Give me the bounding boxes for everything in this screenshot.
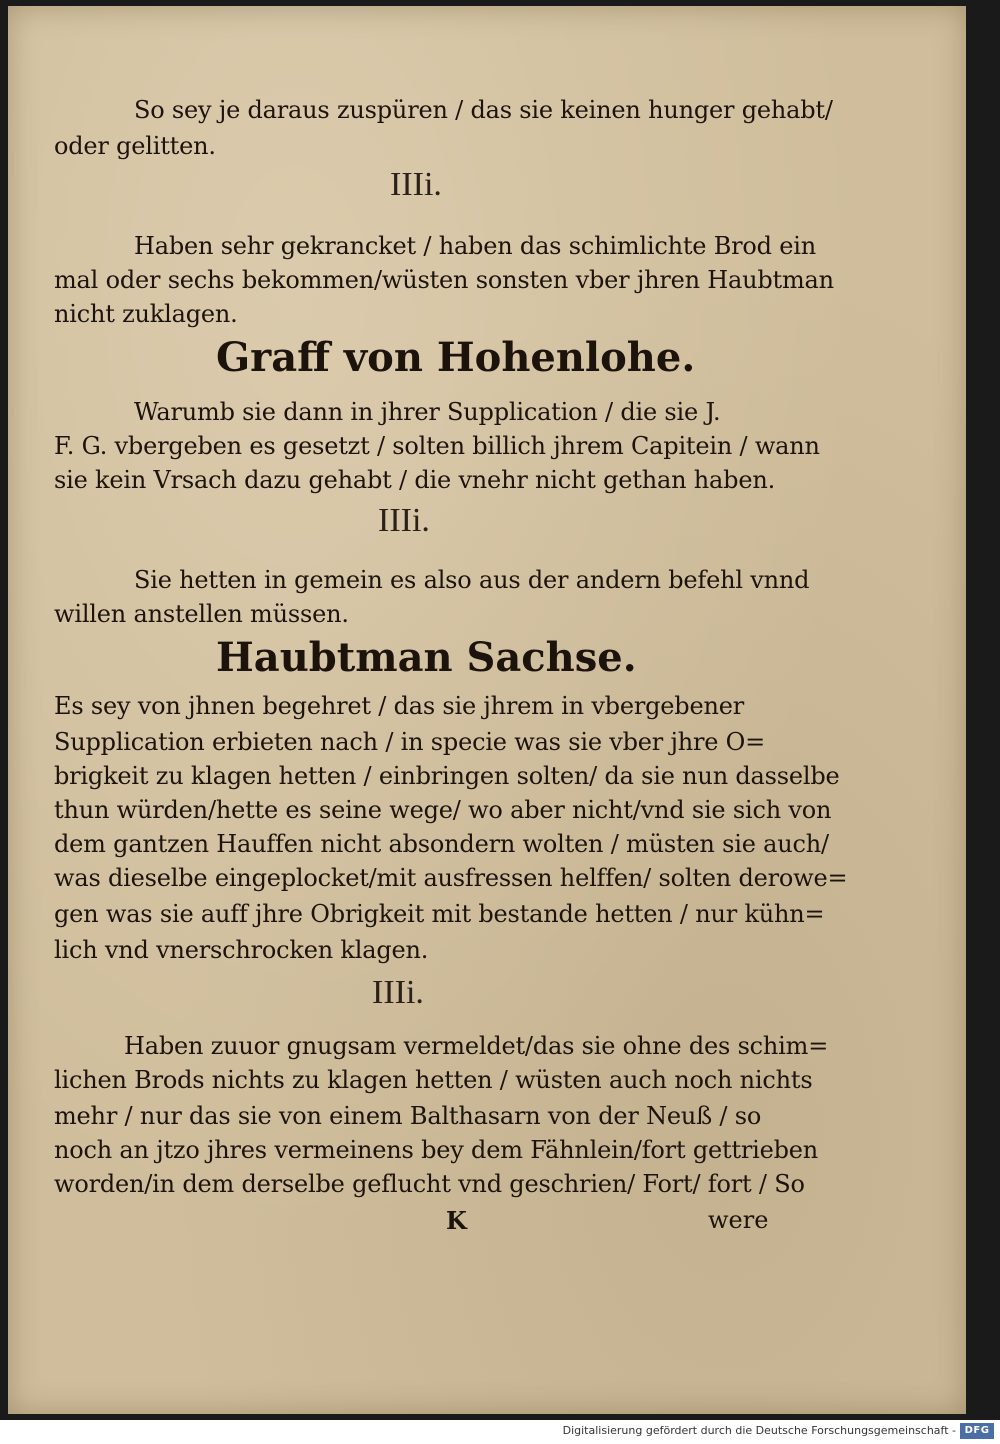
text-line-5: nicht zuklagen. bbox=[54, 300, 238, 328]
text-line-23: worden/in dem derselbe geflucht vnd geschrien/ Fort/ fort / So bbox=[54, 1170, 805, 1198]
section-number: IIIi. bbox=[372, 974, 424, 1011]
text-line-2: oder gelitten. bbox=[54, 132, 216, 160]
footer-bar bbox=[0, 1420, 1000, 1444]
text-line-19: Haben zuuor gnugsam vermeldet/das sie ohne des schim= bbox=[124, 1032, 829, 1060]
text-line-9: Sie hetten in gemein es also aus der andern befehl vnnd bbox=[134, 566, 810, 594]
section-number: IIIi. bbox=[378, 502, 430, 539]
speaker-heading: Graff von Hohenlohe. bbox=[216, 334, 696, 381]
text-line-18: lich vnd vnerschrocken klagen. bbox=[54, 936, 429, 964]
text-line-17: gen was sie auff jhre Obrigkeit mit bestande hetten / nur kühn= bbox=[54, 900, 825, 928]
section-number: IIIi. bbox=[390, 166, 442, 203]
footer-credit: Digitalisierung gefördert durch die Deutsche Forschungsgemeinschaft - bbox=[562, 1424, 956, 1437]
text-line-20: lichen Brods nichts zu klagen hetten / wüsten auch noch nichts bbox=[54, 1066, 813, 1094]
text-line-12: Supplication erbieten nach / in specie was sie vber jhre O= bbox=[54, 728, 766, 756]
signature-mark: K bbox=[446, 1206, 467, 1235]
dfg-logo-icon: DFG bbox=[960, 1423, 994, 1439]
text-line-14: thun würden/hette es seine wege/ wo aber nicht/vnd sie sich von bbox=[54, 796, 832, 824]
text-line-15: dem gantzen Hauffen nicht absondern wolten / müsten sie auch/ bbox=[54, 830, 829, 858]
speaker-heading: Haubtman Sachse. bbox=[216, 634, 637, 681]
text-line-13: brigkeit zu klagen hetten / einbringen solten/ da sie nun dasselbe bbox=[54, 762, 840, 790]
text-line-16: was dieselbe eingeplocket/mit ausfressen helffen/ solten derowe= bbox=[54, 864, 848, 892]
text-line-8: sie kein Vrsach dazu gehabt / die vnehr nicht gethan haben. bbox=[54, 466, 776, 494]
catchword: were bbox=[708, 1206, 769, 1234]
book-page bbox=[8, 6, 966, 1414]
text-line-3: Haben sehr gekrancket / haben das schimlichte Brod ein bbox=[134, 232, 816, 260]
text-line-21: mehr / nur das sie von einem Balthasarn von der Neuß / so bbox=[54, 1102, 762, 1130]
text-line-10: willen anstellen müssen. bbox=[54, 600, 349, 628]
text-line-22: noch an jtzo jhres vermeinens bey dem Fähnlein/fort gettrieben bbox=[54, 1136, 819, 1164]
text-line-7: F. G. vbergeben es gesetzt / solten billich jhrem Capitein / wann bbox=[54, 432, 820, 460]
text-line-11: Es sey von jhnen begehret / das sie jhrem in vbergebener bbox=[54, 692, 744, 720]
text-line-1: So sey je daraus zuspüren / das sie keinen hunger gehabt/ bbox=[134, 96, 833, 124]
text-line-4: mal oder sechs bekommen/wüsten sonsten vber jhren Haubtman bbox=[54, 266, 834, 294]
text-line-6: Warumb sie dann in jhrer Supplication / die sie J. bbox=[134, 398, 721, 426]
